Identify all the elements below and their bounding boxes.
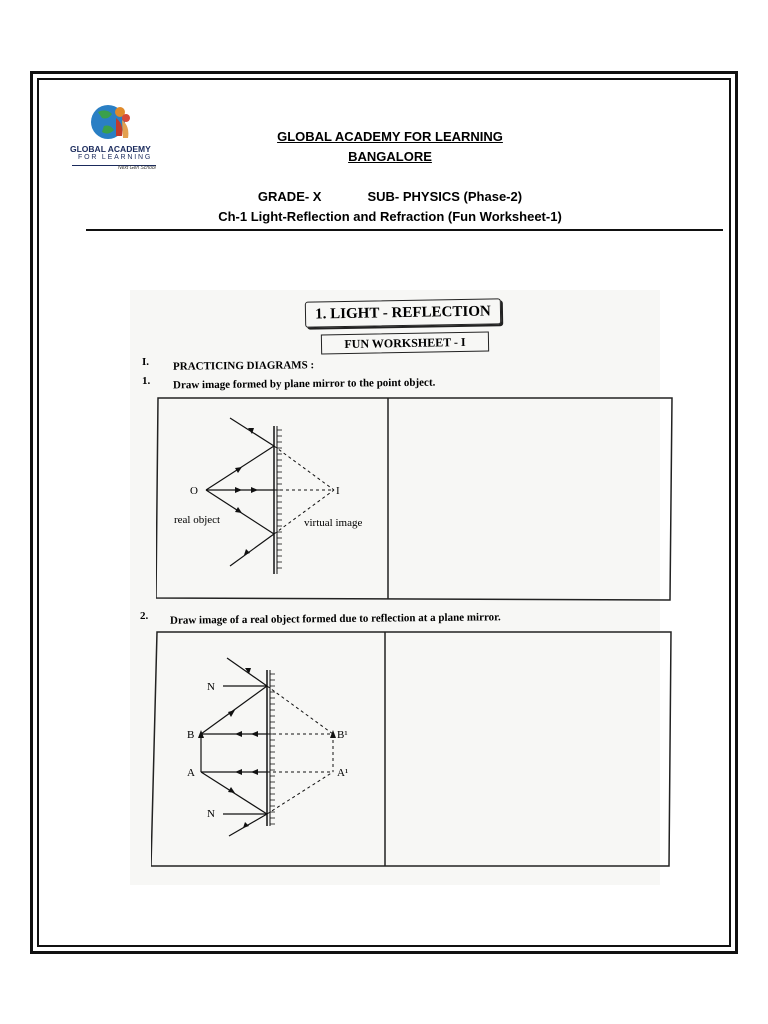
real-object-label: real object (174, 514, 221, 526)
globe-icon (68, 100, 160, 144)
point-b-label: B (187, 729, 195, 741)
logo-text-line2: FOR LEARNING (78, 154, 153, 161)
question-1-diagram (156, 396, 674, 602)
virtual-image-label: virtual image (304, 517, 363, 529)
worksheet-title: 1. LIGHT - REFLECTION (305, 298, 501, 327)
question-2-text: Draw image of a real object formed due to reflection at a plane mirror. (169, 611, 501, 627)
section-title: PRACTICING DIAGRAMS : (172, 359, 315, 373)
grade-subject-line (150, 189, 630, 204)
question-1-text: Draw image formed by plane mirror to the point object. (172, 376, 436, 392)
subject-label: SUB- PHYSICS (Phase-2) (367, 189, 523, 204)
question-2-diagram (151, 630, 673, 870)
normal-label-top: N (207, 681, 215, 693)
answer-box-1 (156, 398, 672, 600)
ray-arrows (235, 428, 258, 555)
question-2-number: 2. (140, 610, 149, 622)
section-number: I. (142, 356, 150, 368)
image-b-label: B¹ (337, 729, 348, 741)
school-city: BANGALORE (348, 149, 432, 164)
image-label-i: I (336, 485, 340, 497)
image-a-label: A¹ (337, 767, 349, 779)
logo-tagline: Next Gen School (118, 165, 156, 171)
plane-mirror-2 (267, 670, 275, 826)
worksheet-subtitle: FUN WORKSHEET - I (321, 332, 489, 355)
normal-label-bottom: N (207, 808, 215, 820)
chapter-title: Ch-1 Light-Reflection and Refraction (Fun Worksheet-1) (218, 209, 562, 224)
school-logo (68, 100, 160, 178)
logo-text-line1: GLOBAL ACADEMY (70, 144, 151, 154)
header-divider (86, 229, 723, 231)
virtual-rays-2 (267, 686, 333, 814)
object-label-o: O (190, 485, 198, 497)
answer-box-2 (151, 632, 671, 866)
point-a-label: A (187, 767, 195, 779)
question-1-number: 1. (142, 375, 151, 387)
school-name: GLOBAL ACADEMY FOR LEARNING (277, 129, 503, 144)
plane-mirror (274, 426, 282, 574)
light-rays (206, 418, 274, 566)
grade-label: GRADE- X (257, 189, 322, 204)
